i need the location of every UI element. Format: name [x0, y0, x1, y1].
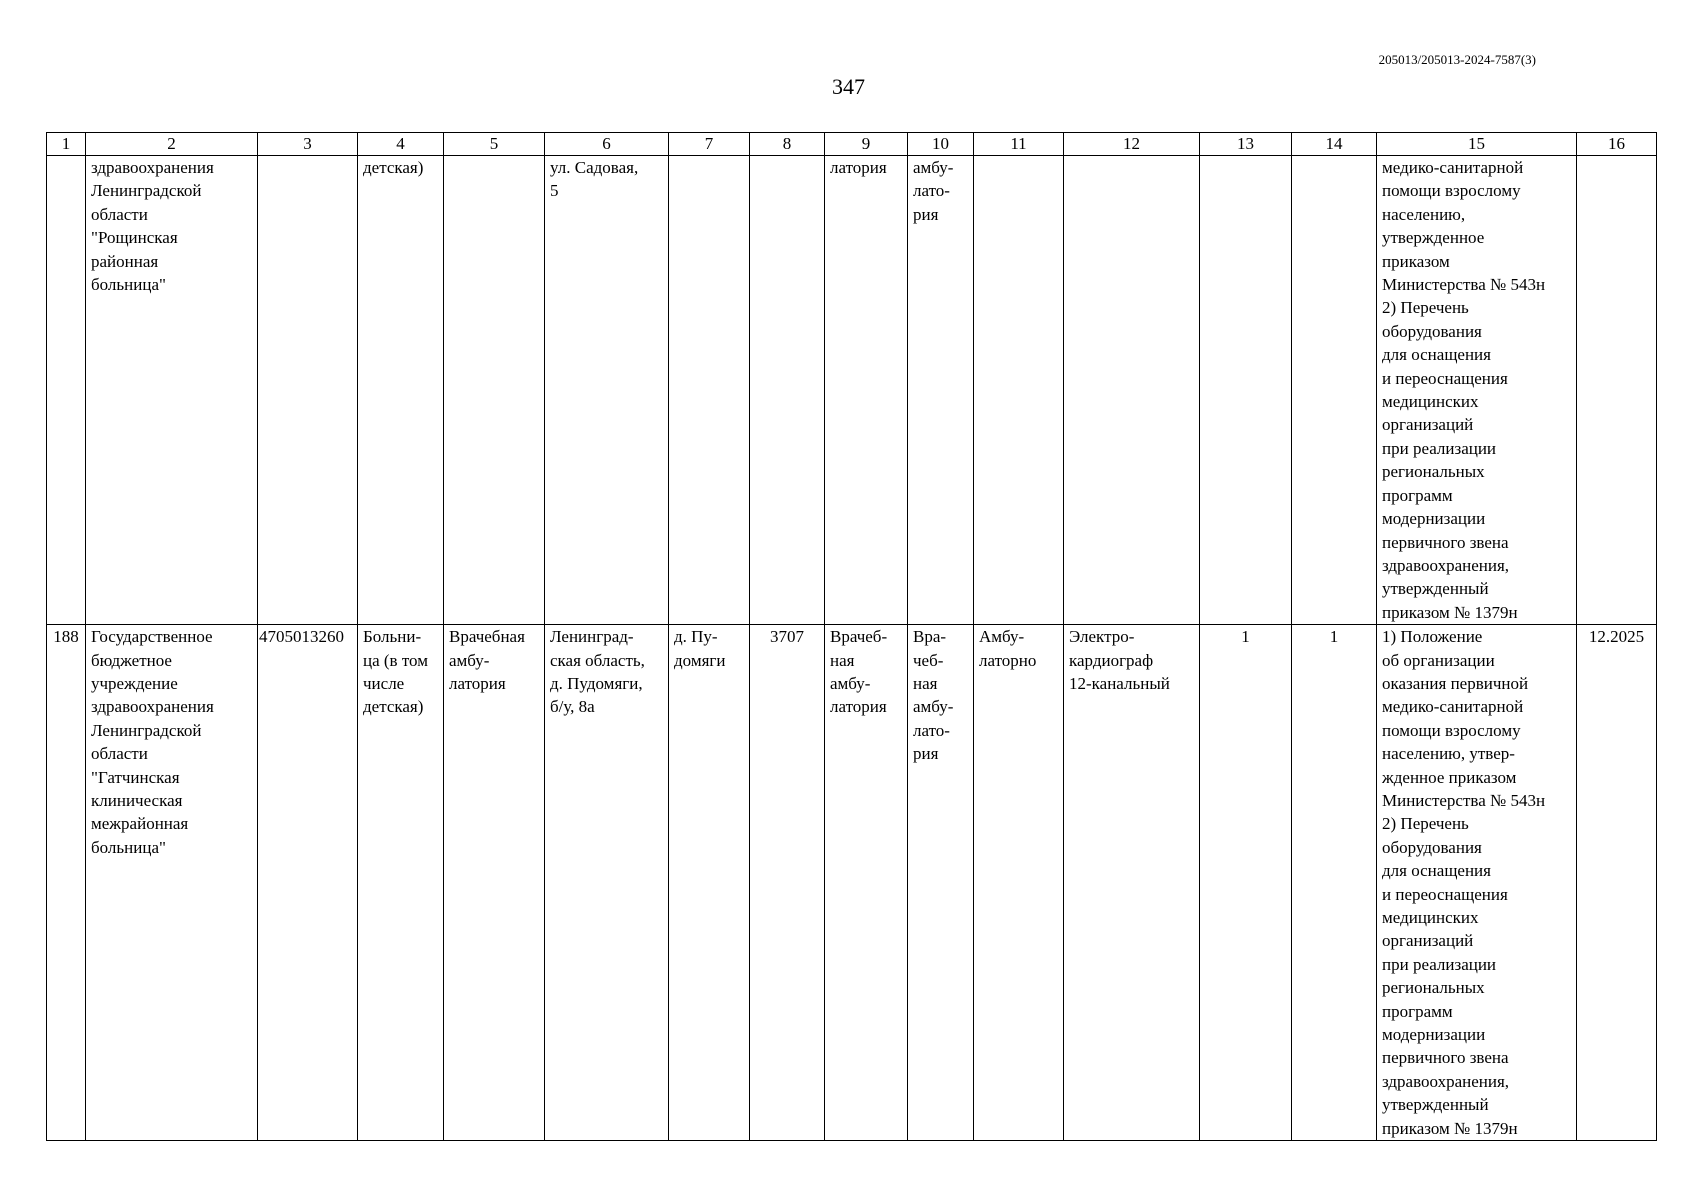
inn-cell: 4705013260 [258, 625, 358, 1141]
quantity-cell [1200, 156, 1292, 625]
column-number: 11 [974, 133, 1064, 156]
table-row [47, 156, 1657, 625]
row-number-cell [47, 156, 86, 625]
legal-basis-cell: медико-санитарной помощи взрослому населению, утвержденное приказом Министерства № 543н 2) Перечень оборудования для оснащения и переоснащения медицинских организаций при реализации региональных программ модернизации первичного звена здравоохранения, утвержденный приказом № 1379н [1377, 156, 1577, 625]
quantity-total-cell [1292, 156, 1377, 625]
deadline-cell [1577, 156, 1657, 625]
organization-cell: Государственное бюджетное учреждение здравоохранения Ленинградской области "Гатчинская клиническая межрайонная больница" [86, 625, 258, 1141]
column-number: 10 [908, 133, 974, 156]
column-number: 1 [47, 133, 86, 156]
deadline-cell: 12.2025 [1577, 625, 1657, 1141]
page-number: 347 [832, 74, 865, 99]
column-number: 7 [669, 133, 750, 156]
column-number: 14 [1292, 133, 1377, 156]
column-number: 12 [1064, 133, 1200, 156]
quantity-total-cell: 1 [1292, 625, 1377, 1141]
subdivision-type-cell [444, 156, 545, 625]
row-number-cell: 188 [47, 625, 86, 1141]
column-number: 16 [1577, 133, 1657, 156]
column-number: 3 [258, 133, 358, 156]
settlement-cell [669, 156, 750, 625]
unit-type-cell: амбу- лато- рия [908, 156, 974, 625]
document-code: 205013/205013-2024-7587(3) [1378, 52, 1536, 67]
equipment-cell: Электро- кардиограф 12-канальный [1064, 625, 1200, 1141]
care-condition-cell: Амбу- латорно [974, 625, 1064, 1141]
column-number: 8 [750, 133, 825, 156]
table-row [47, 625, 1657, 1141]
register-table [46, 132, 1657, 1141]
care-condition-cell [974, 156, 1064, 625]
column-number: 15 [1377, 133, 1577, 156]
address-cell: ул. Садовая, 5 [545, 156, 669, 625]
column-number: 6 [545, 133, 669, 156]
column-number: 5 [444, 133, 545, 156]
subdivision-type-cell: Врачебная амбу- латория [444, 625, 545, 1141]
equipment-cell [1064, 156, 1200, 625]
unit-type-cell: Вра- чеб- ная амбу- лато- рия [908, 625, 974, 1141]
population-cell [750, 156, 825, 625]
column-number-row [47, 133, 1657, 156]
quantity-cell: 1 [1200, 625, 1292, 1141]
column-number: 9 [825, 133, 908, 156]
unit-name-cell: Врачеб- ная амбу- латория [825, 625, 908, 1141]
unit-name-cell: латория [825, 156, 908, 625]
address-cell: Ленинград- ская область, д. Пудомяги, б/у, 8а [545, 625, 669, 1141]
column-number: 2 [86, 133, 258, 156]
column-number: 13 [1200, 133, 1292, 156]
column-number: 4 [358, 133, 444, 156]
inn-cell [258, 156, 358, 625]
population-cell: 3707 [750, 625, 825, 1141]
organization-cell: здравоохранения Ленинградской области "Рощинская районная больница" [86, 156, 258, 625]
legal-basis-cell: 1) Положение об организации оказания первичной медико-санитарной помощи взрослому населению, утвер- жденное приказом Министерства № 543н 2) Перечень оборудования для оснащения и переоснащения медицинских организаций при реализации региональных программ модернизации первичного звена здравоохранения, утвержденный приказом № 1379н [1377, 625, 1577, 1141]
facility-type-cell: Больни- ца (в том числе детская) [358, 625, 444, 1141]
settlement-cell: д. Пу- домяги [669, 625, 750, 1141]
facility-type-cell: детская) [358, 156, 444, 625]
